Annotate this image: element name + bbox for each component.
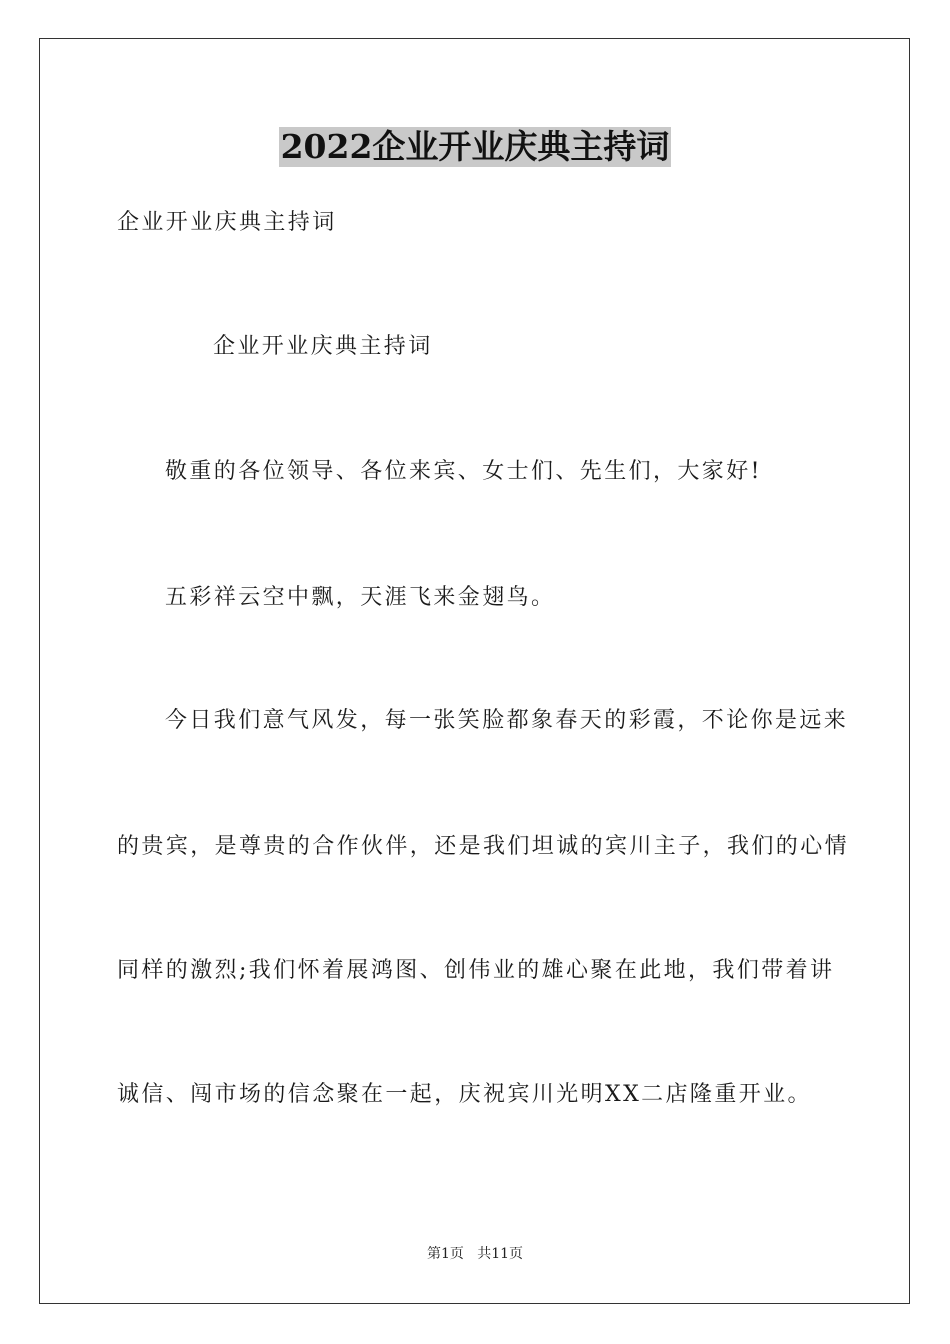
document-subtitle: 企业开业庆典主持词 xyxy=(117,210,337,235)
paragraph-line: 的贵宾，是尊贵的合作伙伴，还是我们坦诚的宾川主子，我们的心情 xyxy=(117,834,850,859)
paragraph-line: 五彩祥云空中飘，天涯飞来金翅鸟。 xyxy=(165,585,556,610)
document-title: 2022企业开业庆典主持词 xyxy=(280,127,670,166)
paragraph-greeting: 敬重的各位领导、各位来宾、女士们、先生们，大家好! xyxy=(165,459,762,484)
paragraph-line: 同样的激烈;我们怀着展鸿图、创伟业的雄心聚在此地，我们带着讲 xyxy=(117,958,835,983)
page-footer: 第1页 共11页 xyxy=(426,1246,524,1262)
title-container xyxy=(0,127,950,167)
inner-title: 企业开业庆典主持词 xyxy=(213,334,433,359)
paragraph-line: 诚信、闯市场的信念聚在一起，庆祝宾川光明XX二店隆重开业。 xyxy=(117,1082,812,1107)
paragraph-line: 今日我们意气风发，每一张笑脸都象春天的彩霞，不论你是远来 xyxy=(165,708,849,733)
